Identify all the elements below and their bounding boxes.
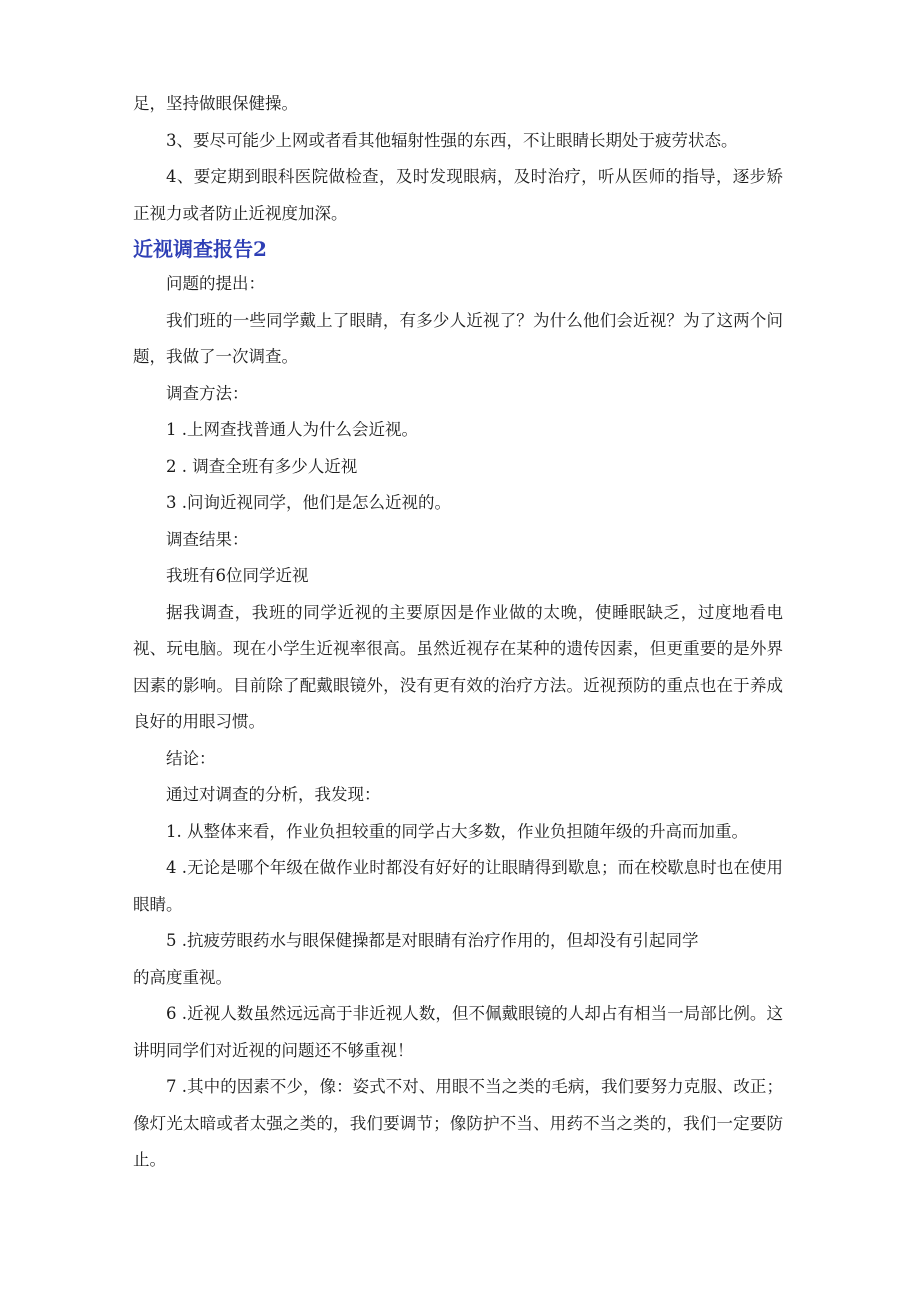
section-heading: 近视调查报告2 xyxy=(133,237,267,261)
report-conclusion-label: 结论： xyxy=(166,748,216,768)
paragraph-advice-4: 4、要定期到眼科医院做检查，及时发现眼病，及时治疗，听从医师的指导，逐步矫正视力或者防止近视度加深。 xyxy=(133,167,783,223)
report-method-label: 调查方法： xyxy=(166,383,249,403)
report-conclusion-7: 7 .其中的因素不少，像：姿式不对、用眼不当之类的毛病，我们要努力克服、改正；像灯光太暗或者太强之类的，我们要调节；像防护不当、用药不当之类的，我们一定要防止。 xyxy=(133,1077,783,1169)
report-method-1: 1 .上网查找普通人为什么会近视。 xyxy=(166,420,418,439)
report-conclusion-4: 4 .无论是哪个年级在做作业时都没有好好的让眼睛得到歇息；而在校歇息时也在使用眼睛。 xyxy=(133,858,783,914)
paragraph-continuation: 足，坚持做眼保健操。 xyxy=(133,94,298,113)
report-question-label: 问题的提出： xyxy=(166,274,265,293)
report-question-text: 我们班的一些同学戴上了眼睛，有多少人近视了？为什么他们会近视？为了这两个问题，我做了一次调查。 xyxy=(133,310,783,366)
document-body xyxy=(133,86,783,1179)
paragraph-advice-3: 3、要尽可能少上网或者看其他辐射性强的东西，不让眼睛长期处于疲劳状态。 xyxy=(166,130,738,150)
report-result-count: 我班有6位同学近视 xyxy=(166,566,309,585)
report-conclusion-6: 6 .近视人数虽然远远高于非近视人数，但不佩戴眼镜的人却占有相当一局部比例。这讲明同学们对近视的问题还不够重视！ xyxy=(133,1004,783,1060)
report-conclusion-1: 1. 从整体来看，作业负担较重的同学占大多数，作业负担随年级的升高而加重。 xyxy=(166,821,748,841)
report-method-2: 2 . 调查全班有多少人近视 xyxy=(166,456,358,476)
report-method-3: 3 .问询近视同学，他们是怎么近视的。 xyxy=(166,493,451,512)
report-result-analysis: 据我调查，我班的同学近视的主要原因是作业做的太晚，使睡眠缺乏，过度地看电视、玩电脑。现在小学生近视率很高。虽然近视存在某种的遗传因素，但更重要的是外界因素的影响。目前除了配戴眼镜外，没有更有效的治疗方法。近视预防的重点也在于养成良好的用眼习惯。 xyxy=(133,602,783,731)
report-result-label: 调查结果： xyxy=(166,529,249,549)
report-conclusion-5: 5 .抗疲劳眼药水与眼保健操都是对眼睛有治疗作用的，但却没有引起同学 xyxy=(166,931,699,950)
report-conclusion-intro: 通过对调查的分析，我发现： xyxy=(166,785,381,804)
report-conclusion-5-continuation: 的高度重视。 xyxy=(133,967,232,987)
